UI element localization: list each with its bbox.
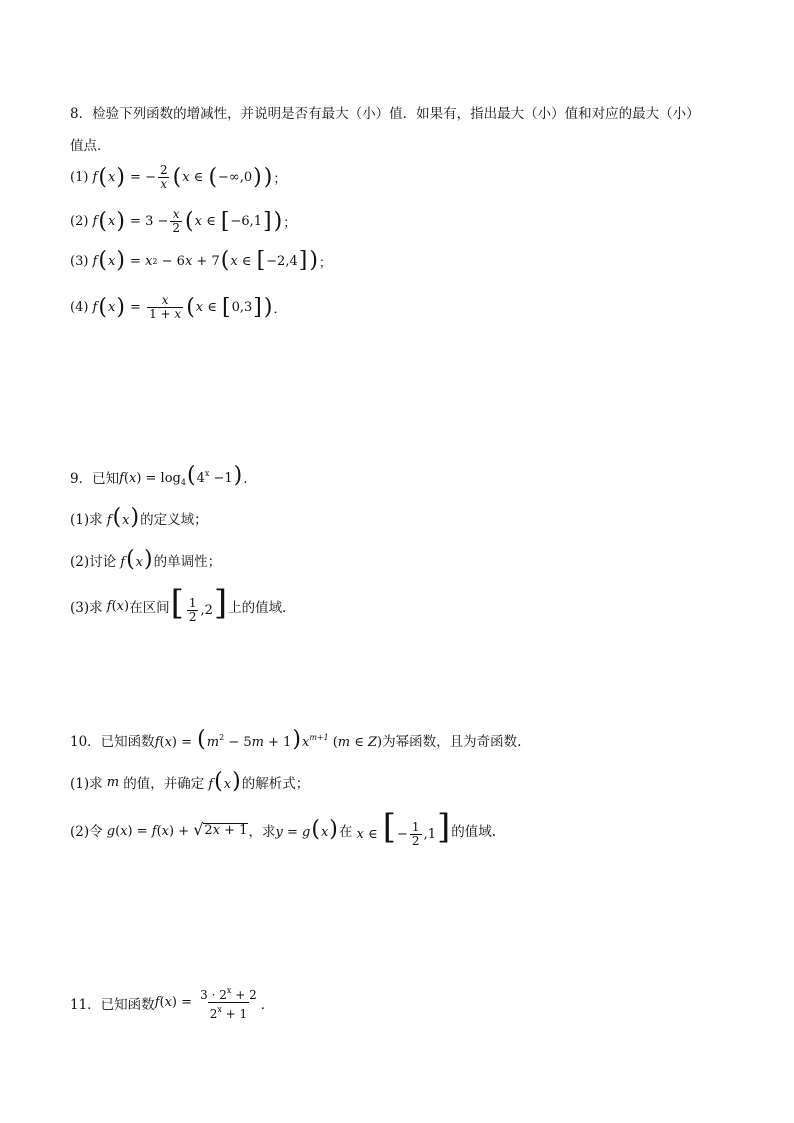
problem-10-intro: 10．已知函数 $f(x) = (m^2 - 5m + 1)x^{m+1}$ (m ∈ Z) 为幂函数，且为奇函数. xyxy=(70,727,522,752)
problem-8-sub-3: (3) f ( x ) = x 2 − 6 x + 7 ( x ∈ [ −2,4 ] ) ； xyxy=(70,248,332,273)
problem-8-text: 8．检验下列函数的增减性，并说明是否有最大（小）值．如果有，指出最大（小）值和对应的最大（小） xyxy=(70,106,700,122)
problem-10-sub-1: (1)求 m 的值，并确定 f(x) 的解析式； xyxy=(70,769,310,794)
problem-9-sub-1: (1)求 f(x) 的定义域； xyxy=(70,505,208,530)
problem-9-intro: 9．已知 $f(x) = \log_4(4^x -1)$ ． xyxy=(70,463,257,488)
problem-11-intro: 11．已知函数 f(x) = $\frac{3 \cdot 2^x + 2}{2^x + 1}$ ． xyxy=(70,986,275,1021)
problem-9-sub-2: (2)讨论 f(x) 的单调性； xyxy=(70,547,222,572)
problem-8-line-2 xyxy=(70,134,111,154)
problem-8-text-cont: 值点． xyxy=(70,138,111,154)
problem-8-line-1 xyxy=(70,102,700,122)
problem-8-sub-4: (4) f ( x ) = $\frac{x}{1 + x}$ ( x ∈ [ 0,3 ] ) ． xyxy=(70,293,287,321)
problem-8-sub-1: (1) f ( x ) = − $\frac{2}{x}$ ( x ∈ ( −∞,0 ) ) ； xyxy=(70,163,287,191)
problem-8-sub-2: (2) f ( x ) = 3 − $\frac{x}{2}$ ( x ∈ [ −6,1 ] ) ； xyxy=(70,207,297,235)
problem-9-sub-3: (3)求 f(x) 在区间 [ $\frac{1}{2}$ ,2] 上的值域． xyxy=(70,583,296,624)
problem-10-sub-2: (2)令 g(x) = f(x) + √ 2x + 1 ，求 y = g(x) 在 x ∈ [− $\frac{1}{2}$ ,1] 的值域. xyxy=(70,807,497,848)
